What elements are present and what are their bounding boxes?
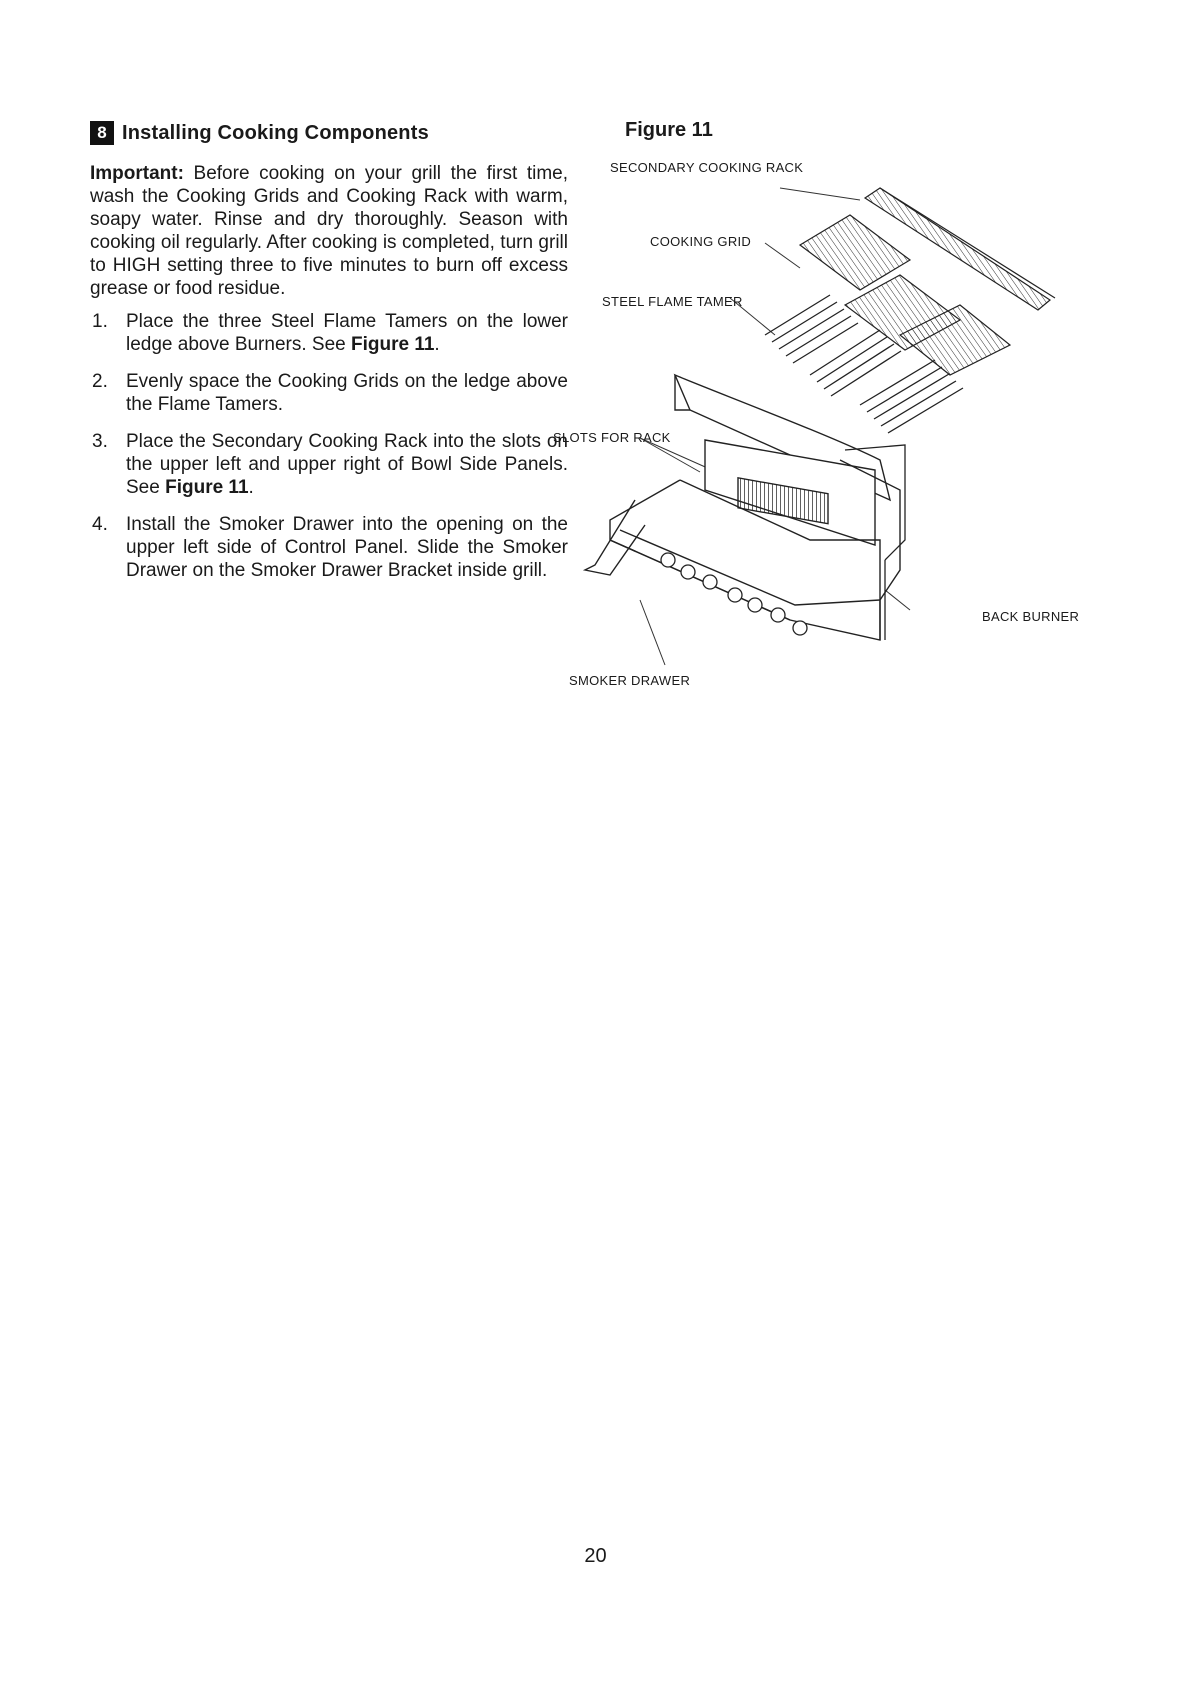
list-item [90, 430, 568, 499]
step-number: 1. [92, 311, 108, 332]
back-burner-label: BACK BURNER [982, 609, 1080, 624]
step-text: Evenly space the Cooking Grids on the ledge above the Flame Tamers. [126, 371, 568, 415]
secondary-cooking-rack-label: SECONDARY COOKING RACK [610, 160, 804, 175]
important-text: Before cooking on your grill the first time, wash the Cooking Grids and Cooking Rack with warm, soapy water. Rinse and dry thoroughly. Season with cooking oil regularly. After cooking is completed, turn grill to HIGH setting three to five minutes to burn off excess grease or food residue. [90, 163, 568, 299]
step-text: Place the Secondary Cooking Rack into the slots on the upper left and upper right of Bowl Side Panels. See Figure 11. [126, 431, 568, 498]
smoker-drawer-label: SMOKER DRAWER [569, 673, 691, 688]
section-heading [90, 121, 429, 145]
cooking-grids [800, 215, 1010, 375]
list-item [90, 370, 568, 416]
figure-reference: Figure 11 [351, 334, 435, 355]
steel-flame-tamer-label: STEEL FLAME TAMER [602, 294, 743, 309]
step-number-badge: 8 [90, 121, 114, 145]
figure-title: Figure 11 [625, 119, 713, 141]
important-label: Important: [90, 163, 184, 184]
step-text: Install the Smoker Drawer into the opening on the upper left side of Control Panel. Slide the Smoker Drawer on the Smoker Drawer Bracket inside grill. [126, 514, 568, 581]
list-item [90, 513, 568, 582]
figure-reference: Figure 11 [165, 477, 249, 498]
figure-11-diagram [553, 160, 1100, 720]
control-knobs [661, 553, 807, 635]
instructions-column [90, 162, 568, 596]
cooking-grid-label: COOKING GRID [650, 234, 752, 249]
step-number: 4. [92, 514, 108, 535]
list-item [90, 310, 568, 356]
slots-for-rack-label: SLOTS FOR RACK [553, 430, 671, 445]
page-number: 20 [584, 1545, 607, 1567]
section-title: Installing Cooking Components [122, 121, 429, 144]
step-number: 2. [92, 371, 108, 392]
step-text: Place the three Steel Flame Tamers on the lower ledge above Burners. See Figure 11. [126, 311, 568, 355]
steps-list [90, 310, 568, 582]
step-number: 3. [92, 431, 108, 452]
important-paragraph [90, 162, 568, 300]
grill-body [585, 375, 900, 640]
